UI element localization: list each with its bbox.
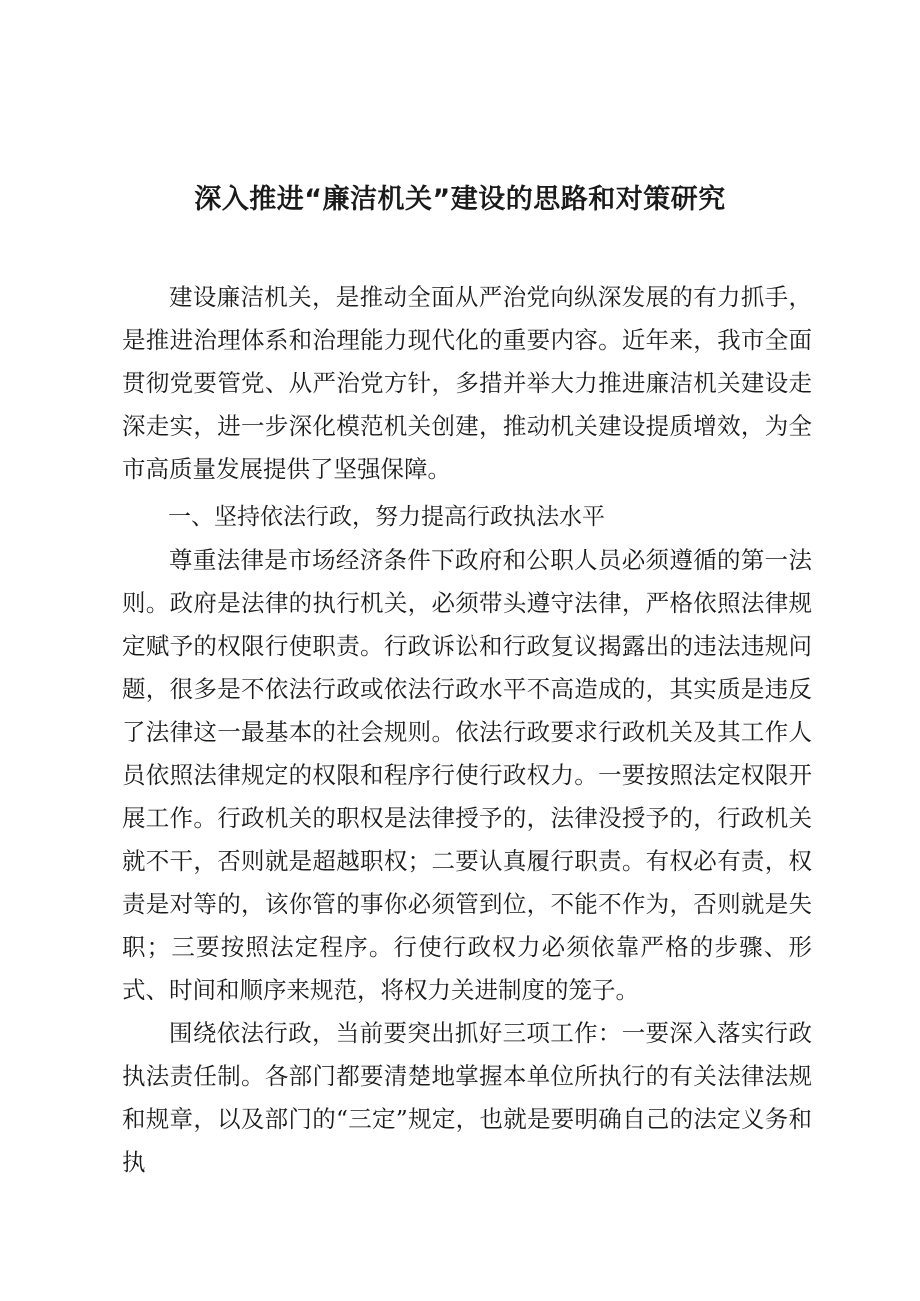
paragraph-intro: 建设廉洁机关，是推动全面从严治党向纵深发展的有力抓手，是推进治理体系和治理能力现代化的重要内容。近年来，我市全面贯彻党要管党、从严治党方针，多措并举大力推进廉洁机关建设走深走实，进一步深化模范机关创建，推动机关建设提质增效，为全市高质量发展提供了坚强保障。 (122, 283, 812, 483)
document-title: 深入推进“廉洁机关”建设的思路和对策研究 (194, 184, 726, 215)
section-heading: 一、坚持依法行政，努力提高行政执法水平 (168, 504, 605, 530)
paragraph-three-tasks: 围绕依法行政，当前要突出抓好三项工作：一要深入落实行政执法责任制。各部门都要清楚地掌握本单位所执行的有关法律法规和规章，以及部门的“三定”规定，也就是要明确自己的法定义务和执 (122, 1019, 812, 1176)
paragraph-rule-of-law: 尊重法律是市场经济条件下政府和公职人员必须遵循的第一法则。政府是法律的执行机关，必须带头遵守法律，严格依照法律规定赋予的权限行使职责。行政诉讼和行政复议揭露出的违法违规问题，很多是不依法行政或依法行政水平不高造成的，其实质是违反了法律这一最基本的社会规则。依法行政要求行政机关及其工作人员依照法律规定的权限和程序行使行政权力。一要按照法定权限开展工作。行政机关的职权是法律授予的，法律没授予的，行政机关就不干，否则就是超越职权；二要认真履行职责。有权必有责，权责是对等的，该你管的事你必须管到位，不能不作为，否则就是失职；三要按照法定程序。行使行政权力必须依靠严格的步骤、形式、时间和顺序来规范，将权力关进制度的笼子。 (122, 546, 812, 1004)
